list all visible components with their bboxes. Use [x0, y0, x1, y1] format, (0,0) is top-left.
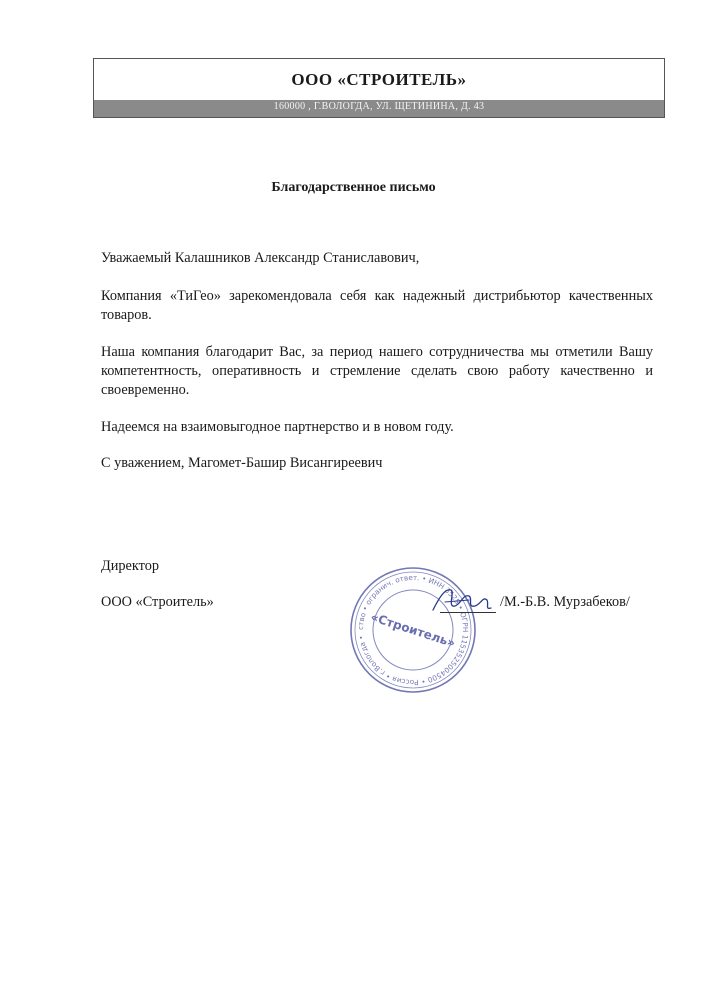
- greeting: Уважаемый Калашников Александр Станиславович,: [101, 250, 420, 266]
- closing: С уважением, Магомет-Башир Висангиреевич: [101, 455, 383, 471]
- signer-company: ООО «Строитель»: [101, 594, 214, 610]
- handwritten-signature: [425, 580, 505, 620]
- signer-position: Директор: [101, 558, 160, 574]
- paragraph-1: Компания «ТиГео» зарекомендовала себя как надежный дистрибьютор качественных товаров.: [101, 288, 653, 323]
- signature-line: [440, 612, 496, 613]
- letter-title: Благодарственное письмо: [271, 180, 436, 195]
- letterhead-company: ООО «СТРОИТЕЛЬ»: [291, 70, 467, 89]
- paragraph-3: Надеемся на взаимовыгодное партнерство и в новом году.: [101, 419, 454, 435]
- signer-name: /М.-Б.В. Мурзабеков/: [500, 594, 630, 610]
- stamp-ring-text: ство • огранич. ответ. • ИНН 3525 • ОГРН 1153525004500 • Россия • г.Вологда •: [355, 572, 471, 688]
- stamp-center-text: «Строитель»: [368, 609, 458, 651]
- letterhead: [93, 58, 665, 118]
- letterhead-address-bar: [94, 100, 664, 117]
- letterhead-address: 160000 , Г.ВОЛОГДА, УЛ. ЩЕТИНИНА, Д. 43: [273, 101, 485, 112]
- paragraph-2: Наша компания благодарит Вас, за период нашего сотрудничества мы отметили Вашу компетентность, оперативность и стремление сделать свою работу качественно и своевременно.: [101, 344, 653, 398]
